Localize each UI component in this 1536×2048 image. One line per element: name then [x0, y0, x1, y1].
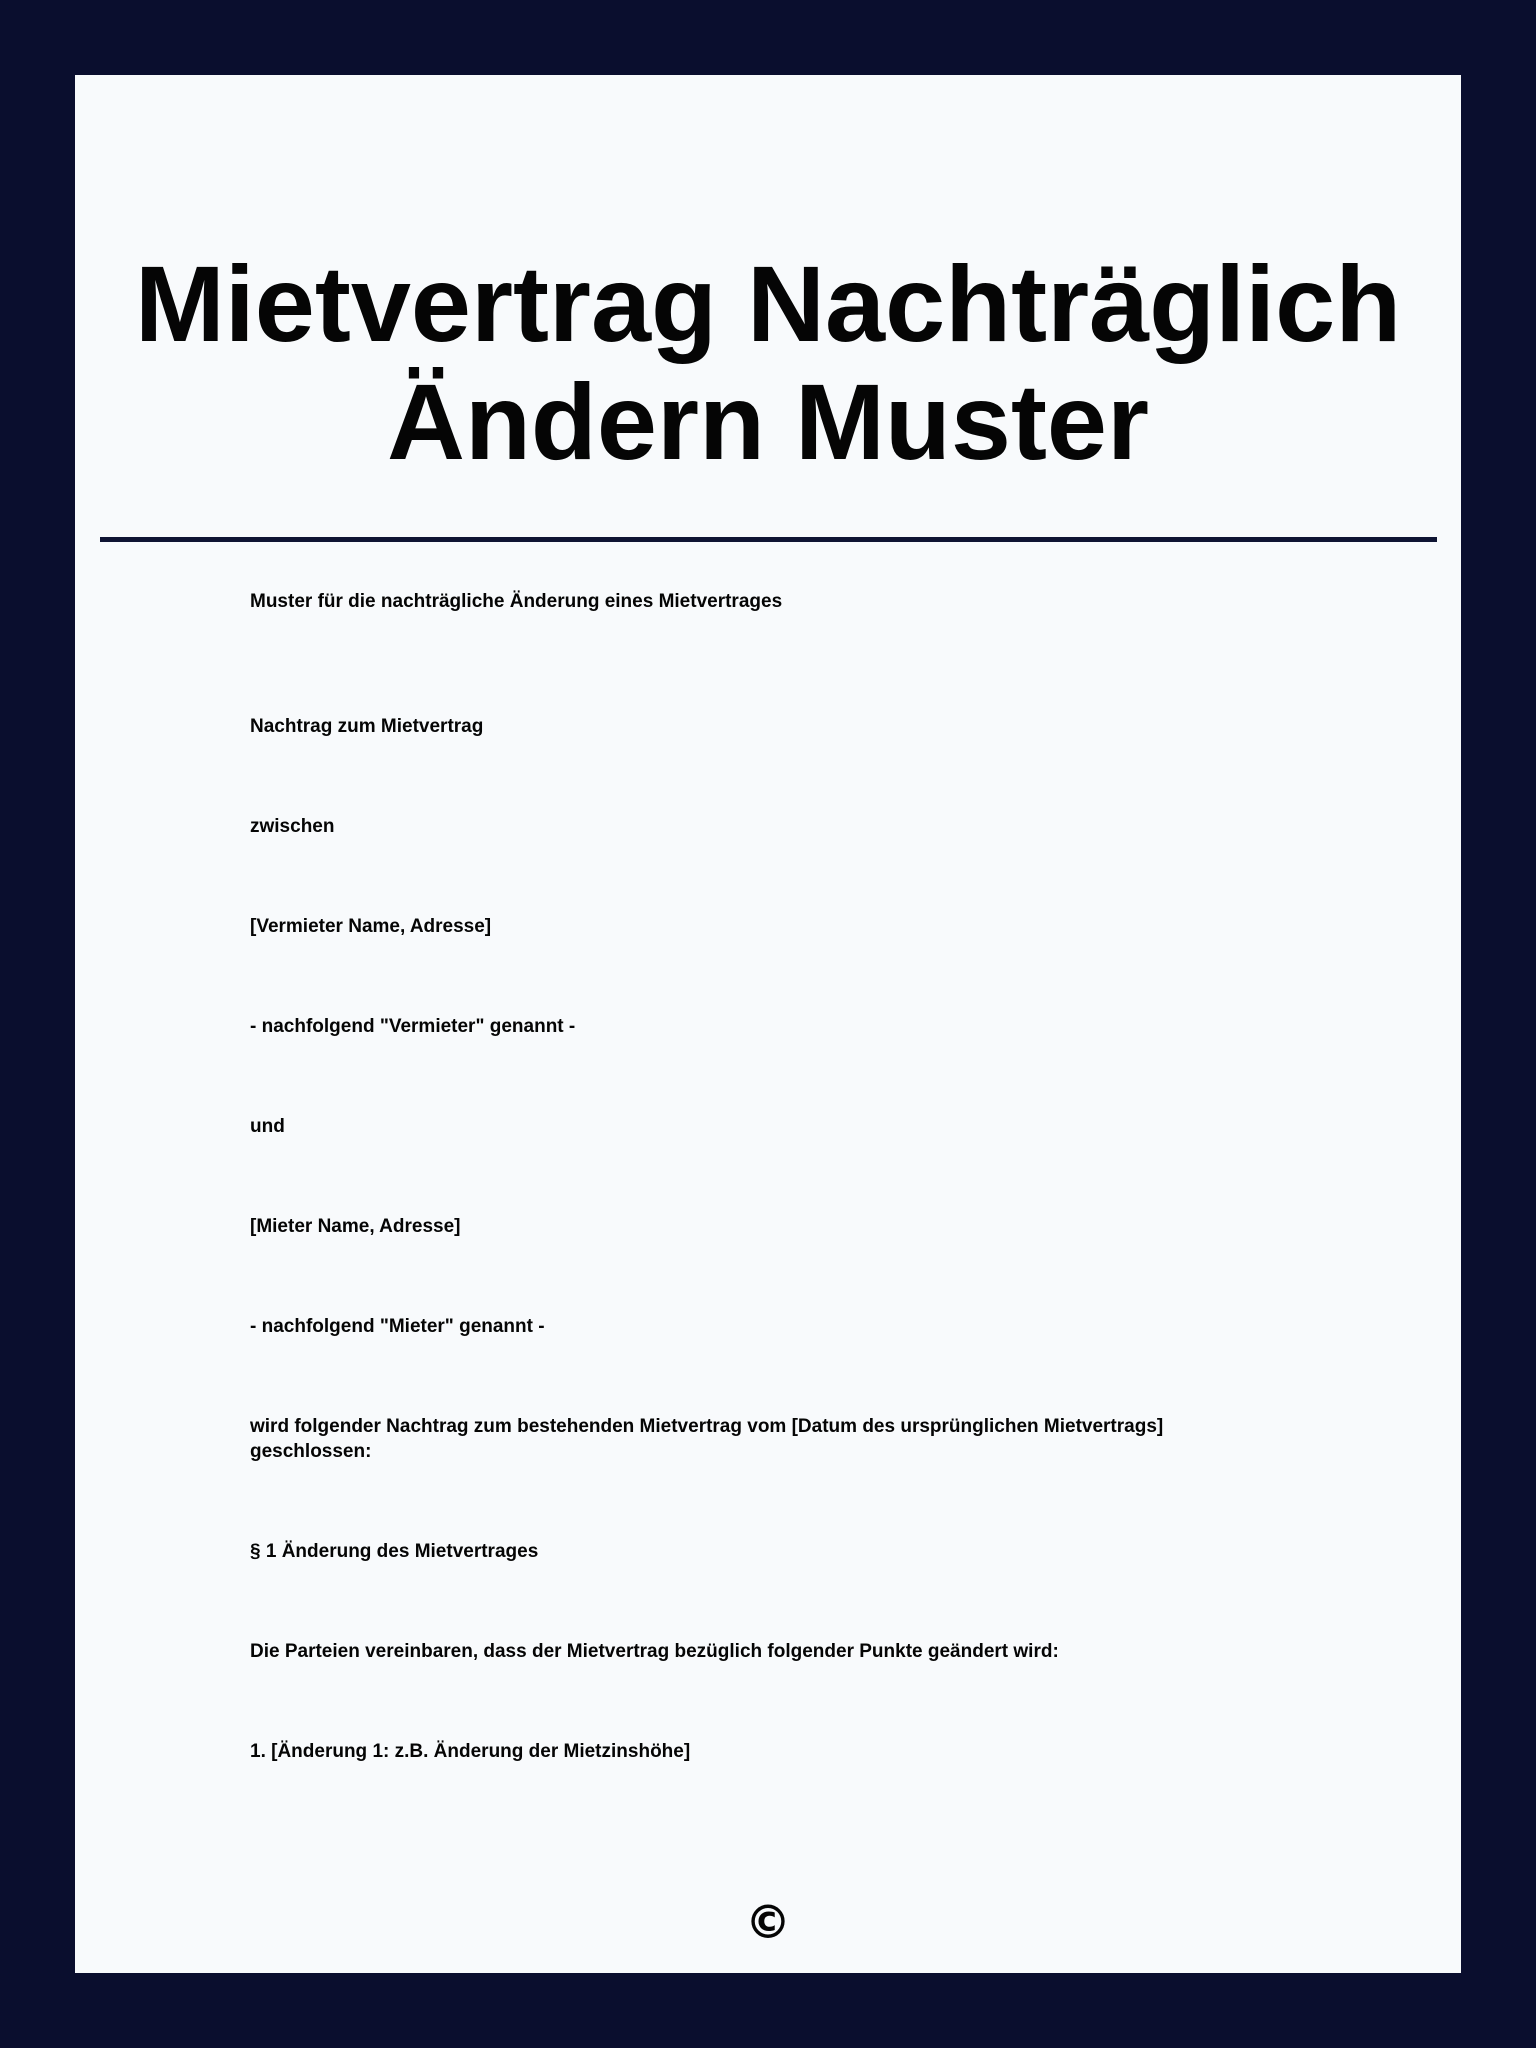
document-title: Mietvertrag Nachträglich Ändern Muster — [134, 243, 1402, 482]
body-line: Nachtrag zum Mietvertrag — [250, 716, 484, 737]
body-line: zwischen — [250, 816, 335, 837]
body-line: - nachfolgend "Mieter" genannt - — [250, 1316, 545, 1337]
body-line: - nachfolgend "Vermieter" genannt - — [250, 1016, 576, 1037]
list-item: 1. [Änderung 1: z.B. Änderung der Mietzinshöhe] — [250, 1741, 691, 1762]
intro-line: Muster für die nachträgliche Änderung eines Mietvertrages — [250, 591, 783, 612]
copyright-icon: © — [745, 1895, 791, 1949]
title-divider — [100, 537, 1437, 542]
body-line: [Vermieter Name, Adresse] — [250, 916, 492, 937]
section-heading: § 1 Änderung des Mietvertrages — [250, 1541, 539, 1562]
body-paragraph: wird folgender Nachtrag zum bestehenden Mietvertrag vom [Datum des ursprünglichen Mietvertrags] geschlossen: — [250, 1416, 1164, 1462]
document-page — [75, 75, 1461, 1973]
body-line: und — [250, 1116, 285, 1137]
body-line: [Mieter Name, Adresse] — [250, 1216, 461, 1237]
body-line: Die Parteien vereinbaren, dass der Mietvertrag bezüglich folgender Punkte geändert wird: — [250, 1641, 1059, 1662]
